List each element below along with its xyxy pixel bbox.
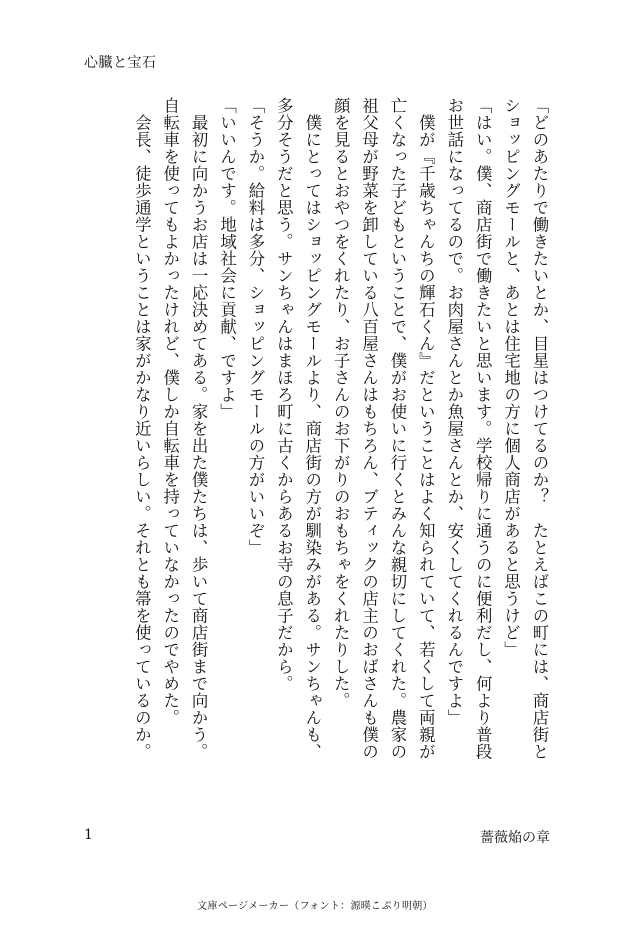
page-number: 1 [84, 827, 93, 843]
text-line: 会長、徒歩通学ということは家がかなり近いらしい。それとも箒を使っているのか。 [132, 97, 152, 760]
text-line: 僕にとってはショッピングモールより、商店街の方が馴染みがある。サンちゃんも、 [302, 97, 322, 760]
body-text [127, 97, 553, 813]
text-line: 「そうか。給料は多分、ショッピングモールの方がいいぞ」 [245, 97, 265, 556]
text-line: 顔を見るとおやつをくれたり、お子さんのお下がりのおもちゃをくれたりした。 [331, 97, 351, 709]
text-line: 僕が『千歳ちゃんちの輝石くん』だということはよく知られていて、若くして両親が [416, 97, 436, 760]
text-line: 最初に向かうお店は一応決めてある。家を出た僕たちは、歩いて商店街まで向かう。 [189, 97, 209, 760]
text-line: 多分そうだと思う。サンちゃんはまほろ町に古くからあるお寺の息子だから。 [274, 97, 294, 692]
chapter-title: 薔薇焔の章 [480, 830, 550, 846]
text-line: 自転車を使ってもよかったけれど、僕しか自転車を持っていなかったのでやめた。 [160, 97, 180, 726]
text-line: 「はい。僕、商店街で働きたいと思います。学校帰りに通うのに便利だし、何より普段 [473, 97, 493, 760]
text-line: 「いいんです。地域社会に貢献、ですよ」 [217, 97, 237, 420]
text-line: お世話になってるので。お肉屋さんとか魚屋さんとか、安くしてくれるんですよ」 [444, 97, 464, 726]
text-line: 亡くなった子どもということで、僕がお使いに行くとみんな親切にしてくれた。農家の [387, 97, 407, 760]
footer-credit: 文庫ページメーカー（フォント：源暎こぶり明朝） [197, 901, 433, 912]
text-line: 祖父母が野菜を卸している八百屋さんはもちろん、ブティックの店主のおばさんも僕の [359, 97, 379, 760]
running-title: 心臓と宝石 [84, 55, 157, 71]
text-line: ショッピングモールと、あとは住宅地の方に個人商店があると思うけど」 [501, 97, 521, 658]
text-line: 「どのあたりで働きたいとか、目星はつけてるのか？ たとえばこの町には、商店街と [530, 97, 549, 760]
